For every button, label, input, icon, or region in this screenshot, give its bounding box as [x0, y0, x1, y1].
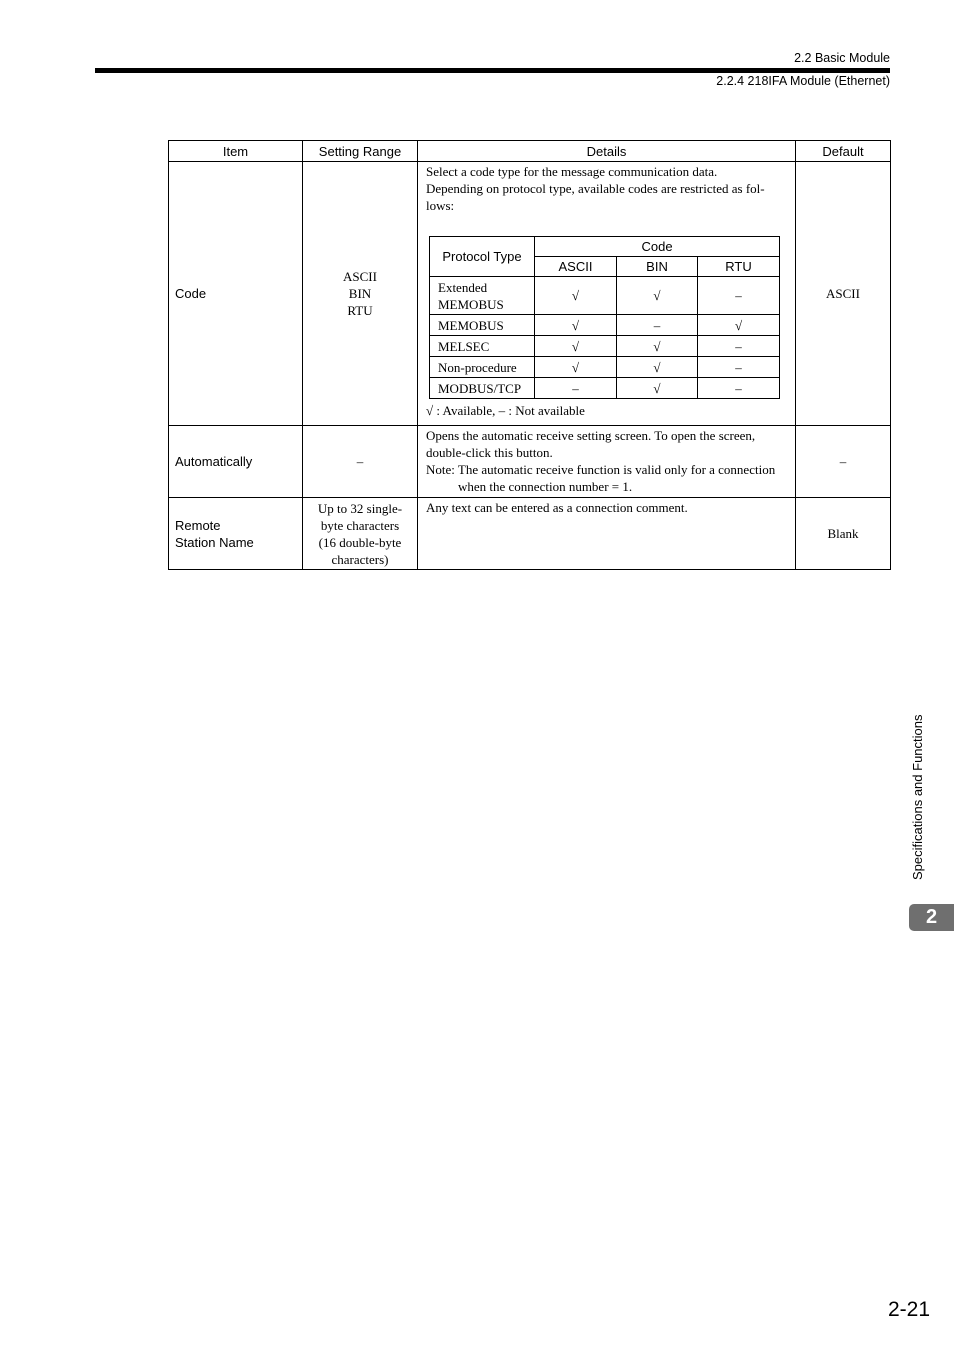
automatically-range: – [303, 426, 418, 498]
remote-station-name-default: Blank [796, 498, 891, 570]
header-section-title: 2.2 Basic Module [794, 51, 890, 65]
automatically-details-line-1: Opens the automatic receive setting screen. To open the screen, [426, 428, 756, 443]
mark-bin: √ [617, 336, 698, 357]
column-header-details: Details [418, 141, 796, 162]
remote-item-line-2: Station Name [175, 534, 254, 550]
code-item: Code [169, 162, 303, 426]
subtable-col-ascii: ASCII [535, 257, 617, 277]
mark-ascii: √ [535, 336, 617, 357]
chapter-tab: 2 [909, 904, 954, 931]
chapter-side-label: Specifications and Functions [910, 714, 925, 880]
code-details [418, 162, 796, 426]
mark-bin: √ [617, 378, 698, 399]
code-details-line-2: Depending on protocol type, available codes are restricted as fol- [426, 181, 765, 196]
subtable-header-row [430, 237, 780, 257]
mark-rtu: – [698, 336, 780, 357]
mark-bin: √ [617, 277, 698, 315]
mark-ascii: √ [535, 357, 617, 378]
mark-rtu: √ [698, 315, 780, 336]
automatically-details-line-2: double-click this button. [426, 445, 553, 460]
code-range-bin: BIN [348, 286, 372, 301]
automatically-item: Automatically [169, 426, 303, 498]
automatically-details [418, 426, 796, 498]
subtable-protocol-type-header: Protocol Type [430, 237, 535, 277]
protocol-code-table [429, 236, 780, 399]
table-header-row [169, 141, 891, 162]
table-row-code [169, 162, 891, 426]
remote-station-name-range [303, 498, 418, 570]
mark-bin: – [617, 315, 698, 336]
mark-rtu: – [698, 378, 780, 399]
automatically-default: – [796, 426, 891, 498]
remote-station-name-details: Any text can be entered as a connection comment. [418, 498, 796, 570]
subtable-row-extended-memobus [430, 277, 780, 315]
subtable-col-bin: BIN [617, 257, 698, 277]
protocol-name: Non-procedure [430, 357, 535, 378]
mark-ascii: √ [535, 315, 617, 336]
remote-range-line-3: (16 double-byte [318, 534, 402, 550]
subtable-col-rtu: RTU [698, 257, 780, 277]
protocol-name-line: MEMOBUS [438, 296, 504, 312]
column-header-item: Item [169, 141, 303, 162]
code-range-ascii: ASCII [343, 269, 377, 284]
mark-ascii: √ [535, 277, 617, 315]
code-details-line-3: lows: [426, 198, 455, 213]
column-header-setting-range: Setting Range [303, 141, 418, 162]
table-row-automatically [169, 426, 891, 498]
settings-table [168, 140, 891, 570]
remote-range-line-1: Up to 32 single- [317, 500, 403, 516]
remote-item-line-1: Remote [175, 517, 221, 533]
automatically-details-line-4: when the connection number = 1. [458, 479, 633, 494]
subtable-row-non-procedure [430, 357, 780, 378]
code-range-rtu: RTU [347, 303, 373, 318]
header-subsection-title: 2.2.4 218IFA Module (Ethernet) [716, 74, 890, 88]
mark-ascii: – [535, 378, 617, 399]
page-number: 2-21 [887, 1298, 930, 1321]
protocol-name [430, 277, 535, 315]
protocol-name: MODBUS/TCP [430, 378, 535, 399]
mark-rtu: – [698, 357, 780, 378]
code-range [303, 162, 418, 426]
table-row-remote-station-name [169, 498, 891, 570]
remote-range-line-4: characters) [331, 551, 389, 567]
column-header-default: Default [796, 141, 891, 162]
automatically-details-line-3: Note: The automatic receive function is valid only for a connection [426, 462, 776, 477]
code-details-line-1: Select a code type for the message communication data. [426, 164, 718, 179]
subtable-row-melsec [430, 336, 780, 357]
code-default: ASCII [796, 162, 891, 426]
subtable-code-header: Code [535, 237, 780, 257]
remote-range-line-2: byte characters [320, 517, 400, 533]
remote-station-name-item [169, 498, 303, 570]
mark-bin: √ [617, 357, 698, 378]
protocol-name-line: Extended [438, 279, 488, 295]
mark-rtu: – [698, 277, 780, 315]
header-rule [95, 68, 890, 73]
subtable-row-memobus [430, 315, 780, 336]
protocol-name: MEMOBUS [430, 315, 535, 336]
subtable-row-modbus-tcp [430, 378, 780, 399]
protocol-name: MELSEC [430, 336, 535, 357]
availability-legend: √ : Available, – : Not available [426, 403, 585, 418]
